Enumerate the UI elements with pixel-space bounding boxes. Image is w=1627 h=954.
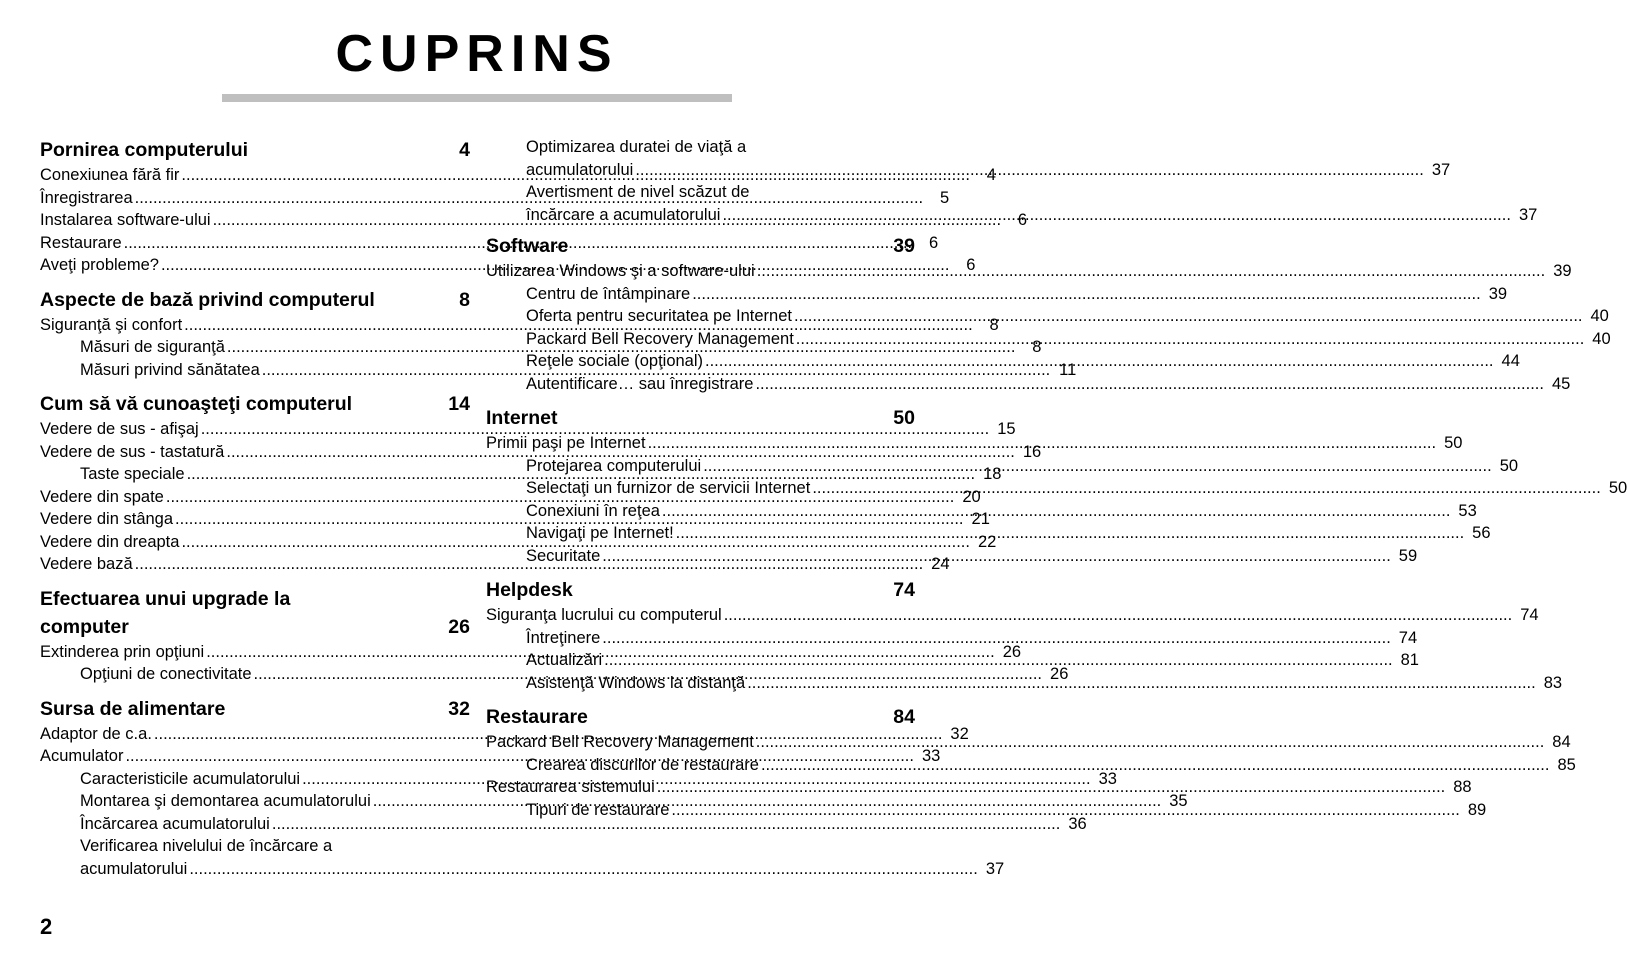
toc-subentry[interactable]: Navigaţi pe Internet! ..... 56 <box>486 522 915 545</box>
toc-entry[interactable]: Adaptor de c.a. ..... 32 <box>40 723 470 746</box>
toc-section-heading[interactable]: Software 39 <box>486 235 915 257</box>
toc-entry[interactable]: Aveţi probleme? ..... 6 <box>40 254 470 277</box>
toc-entry[interactable]: Vedere din spate ..... 20 <box>40 486 470 509</box>
toc-subentry-multiline[interactable]: Optimizarea duratei de viaţă a acumulatorului ..... 37 <box>486 136 915 181</box>
toc-subentry[interactable]: Măsuri privind sănătatea ..... 11 <box>40 359 470 382</box>
toc-subentry[interactable]: Opţiuni de conectivitate ..... 26 <box>40 663 470 686</box>
toc-subentry[interactable]: Autentificare… sau înregistrare ..... 45 <box>486 373 915 396</box>
toc-entry[interactable]: Conexiunea fără fir ..... 4 <box>40 164 470 187</box>
toc-section-heading[interactable]: Internet 50 <box>486 407 915 429</box>
toc-entry[interactable]: Restaurarea sistemului ..... 88 <box>486 776 915 799</box>
toc-entry[interactable]: Vedere de sus - afişaj ..... 15 <box>40 418 470 441</box>
toc-section-heading[interactable]: Aspecte de bază privind computerul 8 <box>40 288 470 311</box>
toc-subentry[interactable]: Selectaţi un furnizor de servicii Internet ..... 50 <box>486 477 915 500</box>
toc-entry[interactable]: Acumulator ..... 33 <box>40 745 470 768</box>
toc-entry[interactable]: Packard Bell Recovery Management ..... 84 <box>486 731 915 754</box>
toc-subentry[interactable]: Centru de întâmpinare ..... 39 <box>486 283 915 306</box>
toc-entry[interactable]: Vedere din stânga ..... 21 <box>40 508 470 531</box>
toc-subentry[interactable]: Caracteristicile acumulatorului ..... 33 <box>40 768 470 791</box>
toc-subentry[interactable]: Măsuri de siguranţă ..... 8 <box>40 336 470 359</box>
toc-entry[interactable]: Restaurare ..... 6 <box>40 232 470 255</box>
toc-entry[interactable]: Vedere bază ..... 24 <box>40 553 470 576</box>
toc-entry[interactable]: Siguranţa lucrului cu computerul ..... 74 <box>486 604 915 627</box>
toc-section-heading-cont[interactable]: computer 26 <box>40 615 470 638</box>
toc-section-heading[interactable]: Efectuarea unui upgrade la <box>40 587 291 610</box>
toc-subentry[interactable]: Oferta pentru securitatea pe Internet ..... 40 <box>486 305 915 328</box>
toc-entry[interactable]: Primii paşi pe Internet ..... 50 <box>486 432 915 455</box>
toc-entry[interactable]: Instalarea software-ului ..... 6 <box>40 209 470 232</box>
toc-subentry-multiline[interactable]: Avertisment de nivel scăzut de încărcare a acumulatorului ..... 37 <box>486 181 915 226</box>
toc-subentry[interactable]: Tipuri de restaurare ..... 89 <box>486 799 915 822</box>
title-underline <box>222 94 732 102</box>
toc-subentry[interactable]: Reţele sociale (opţional) ..... 44 <box>486 350 915 373</box>
toc-subentry[interactable]: Packard Bell Recovery Management ..... 40 <box>486 328 915 351</box>
page-title: CUPRINS <box>335 25 619 83</box>
toc-section-heading[interactable]: Cum să vă cunoaşteţi computerul 14 <box>40 393 470 415</box>
toc-section-heading[interactable]: Helpdesk 74 <box>486 579 915 601</box>
toc-subentry[interactable]: Încărcarea acumulatorului ..... 36 <box>40 813 470 836</box>
toc-subentry[interactable]: Actualizări ..... 81 <box>486 649 915 672</box>
toc-entry[interactable]: Extinderea prin opţiuni ..... 26 <box>40 641 470 664</box>
toc-subentry[interactable]: Conexiuni în reţea ..... 53 <box>486 500 915 523</box>
toc-entry[interactable]: Siguranţă şi confort ..... 8 <box>40 314 470 337</box>
toc-entry[interactable]: Înregistrarea ..... 5 <box>40 187 470 210</box>
toc-subentry[interactable]: Securitate ..... 59 <box>486 545 915 568</box>
toc-subentry-multiline[interactable]: Verificarea nivelului de încărcare a acumulatorului ..... 37 <box>40 835 470 880</box>
toc-entry[interactable]: Vedere de sus - tastatură ..... 16 <box>40 441 470 464</box>
toc-subentry[interactable]: Crearea discurilor de restaurare ..... 85 <box>486 754 915 777</box>
toc-subentry[interactable]: Taste speciale ..... 18 <box>40 463 470 486</box>
toc-entry[interactable]: Utilizarea Windows şi a software-ului ..... 39 <box>486 260 915 283</box>
toc-section-heading[interactable]: Sursa de alimentare 32 <box>40 697 470 720</box>
page-number: 2 <box>40 914 53 939</box>
toc-subentry[interactable]: Montarea şi demontarea acumulatorului ..... 35 <box>40 790 470 813</box>
toc-section-heading[interactable]: Pornirea computerului 4 <box>40 139 470 161</box>
toc-subentry[interactable]: Protejarea computerului ..... 50 <box>486 455 915 478</box>
toc-section-heading[interactable]: Restaurare 84 <box>486 706 915 728</box>
toc-subentry[interactable]: Întreţinere ..... 74 <box>486 627 915 650</box>
toc-subentry[interactable]: Asistenţă Windows la distanţă ..... 83 <box>486 672 915 695</box>
toc-entry[interactable]: Vedere din dreapta ..... 22 <box>40 531 470 554</box>
